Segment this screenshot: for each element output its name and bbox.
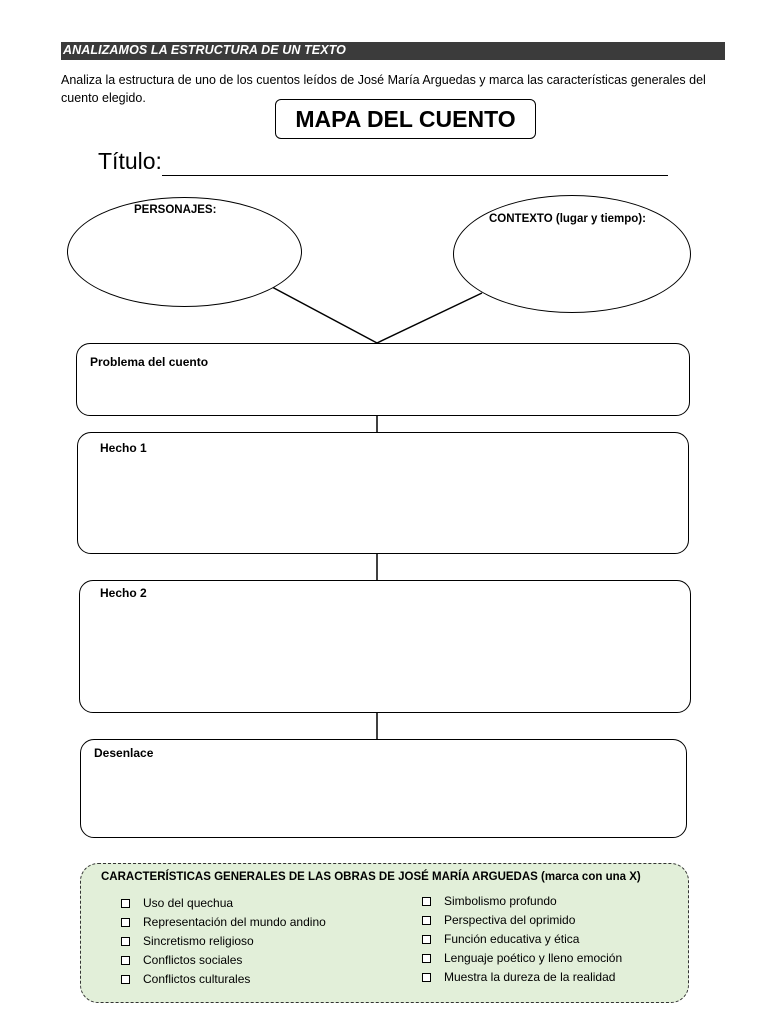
checkbox-icon[interactable] — [422, 916, 431, 925]
characteristic-item[interactable]: Simbolismo profundo — [420, 892, 622, 911]
desenlace-label: Desenlace — [94, 746, 154, 760]
checkbox-icon[interactable] — [121, 975, 130, 984]
characteristics-title: CARACTERÍSTICAS GENERALES DE LAS OBRAS DE JOSÉ MARÍA ARGUEDAS (marca con una X) — [101, 871, 641, 883]
characteristic-item[interactable]: Conflictos sociales — [119, 951, 326, 970]
hecho1-label: Hecho 1 — [100, 441, 147, 455]
checkbox-icon[interactable] — [422, 954, 431, 963]
desenlace-box[interactable] — [80, 739, 687, 838]
characteristic-item[interactable]: Lenguaje poético y lleno emoción — [420, 949, 622, 968]
checkbox-icon[interactable] — [422, 897, 431, 906]
personajes-label: PERSONAJES: — [134, 204, 217, 216]
characteristic-item[interactable]: Sincretismo religioso — [119, 932, 326, 951]
characteristics-panel — [80, 863, 689, 1003]
contexto-label: CONTEXTO (lugar y tiempo): — [489, 213, 646, 225]
map-title: MAPA DEL CUENTO — [275, 99, 536, 139]
instructions-text: Analiza la estructura de uno de los cuentos leídos de José María Arguedas y marca las características generales del cuento elegido. — [61, 73, 706, 105]
checkbox-icon[interactable] — [121, 937, 130, 946]
problema-box[interactable] — [76, 343, 690, 416]
problema-label: Problema del cuento — [90, 355, 209, 369]
characteristic-item[interactable]: Conflictos culturales — [119, 970, 326, 989]
characteristic-item[interactable]: Perspectiva del oprimido — [420, 911, 622, 930]
characteristic-item[interactable]: Representación del mundo andino — [119, 913, 326, 932]
checkbox-icon[interactable] — [121, 956, 130, 965]
checkbox-icon[interactable] — [422, 935, 431, 944]
characteristic-item[interactable]: Muestra la dureza de la realidad — [420, 968, 622, 987]
hecho2-label: Hecho 2 — [100, 586, 147, 600]
connector-personajes — [272, 287, 377, 343]
characteristics-list-right — [420, 892, 622, 987]
checkbox-icon[interactable] — [121, 918, 130, 927]
checkbox-icon[interactable] — [121, 899, 130, 908]
characteristic-item[interactable]: Uso del quechua — [119, 894, 326, 913]
titulo-label: Título: — [98, 148, 162, 174]
characteristic-item[interactable]: Función educativa y ética — [420, 930, 622, 949]
checkbox-icon[interactable] — [422, 973, 431, 982]
connector-contexto — [377, 293, 482, 343]
characteristics-list-left — [119, 894, 326, 989]
section-header-title: ANALIZAMOS LA ESTRUCTURA DE UN TEXTO — [63, 43, 346, 57]
hecho2-box[interactable] — [79, 580, 691, 713]
hecho1-box[interactable] — [77, 432, 689, 554]
